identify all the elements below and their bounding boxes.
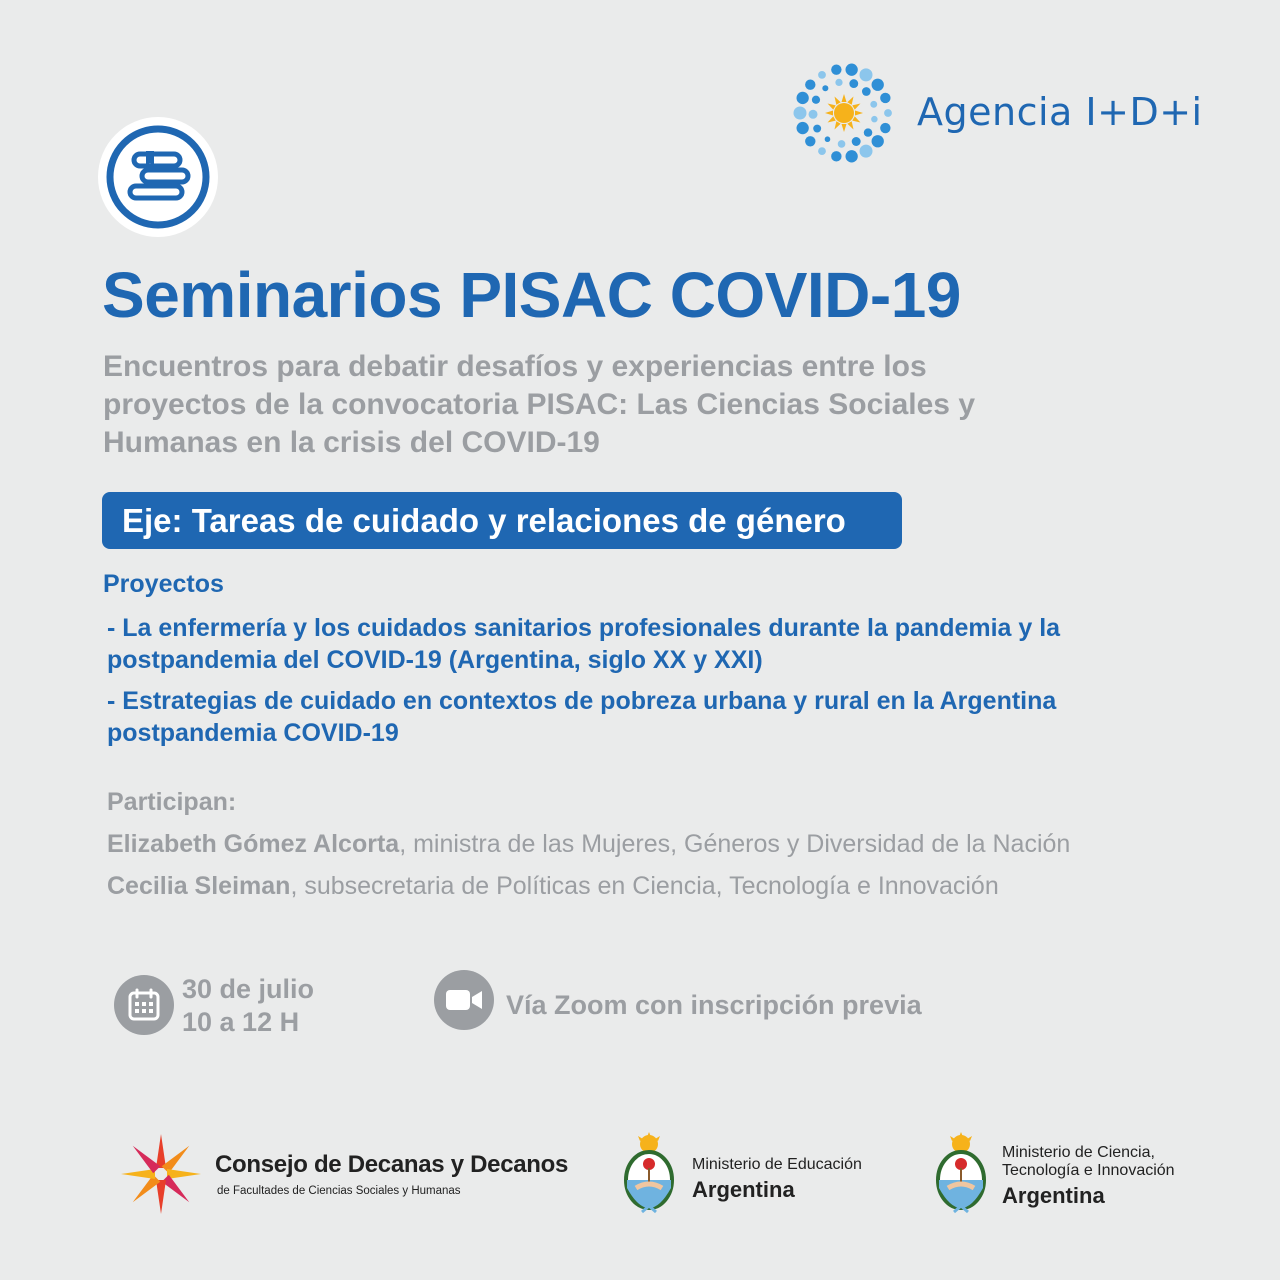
consejo-name: Consejo de Decanas y Decanos xyxy=(215,1151,569,1178)
calendar-icon xyxy=(114,975,174,1035)
coat-of-arms-icon xyxy=(932,1130,990,1216)
edu-ministry-country: Argentina xyxy=(692,1177,795,1202)
project-item: - La enfermería y los cuidados sanitarios profesionales durante la pandemia y la postpandemia del COVID-19 (Argentina, siglo XX y XXI) xyxy=(107,614,1061,674)
coat-of-arms-icon xyxy=(620,1130,678,1216)
edu-ministry-name: Ministerio de Educación xyxy=(692,1156,862,1173)
cyt-ministry-country: Argentina xyxy=(1002,1183,1105,1208)
participant-name: Cecilia Sleiman xyxy=(107,872,291,900)
participant-role: , ministra de las Mujeres, Géneros y Diversidad de la Nación xyxy=(399,830,1071,858)
event-platform: Vía Zoom con inscripción previa xyxy=(506,990,922,1020)
participant-role: , subsecretaria de Políticas en Ciencia, Tecnología e Innovación xyxy=(290,872,999,900)
agency-name: Agencia I+D+i xyxy=(917,90,1203,134)
event-datetime xyxy=(182,973,314,1039)
participant-name: Elizabeth Gómez Alcorta xyxy=(107,830,400,858)
page-subtitle: Encuentros para debatir desafíos y experiencias entre los proyectos de la convocatoria PISAC: Las Ciencias Sociales y Humanas en la crisis del COVID-19 xyxy=(103,350,976,459)
event-date: 30 de julio xyxy=(182,974,315,1004)
consejo-subtitle: de Facultades de Ciencias Sociales y Humanas xyxy=(217,1185,461,1197)
consejo-logo xyxy=(120,1133,202,1215)
participant-item xyxy=(107,830,1070,859)
participant-item xyxy=(107,872,999,901)
project-item: - Estrategias de cuidado en contextos de pobreza urbana y rural en la Argentina postpandemia COVID-19 xyxy=(107,687,1057,747)
cyt-ministry-name-line1: Ministerio de Ciencia, xyxy=(1002,1144,1155,1161)
books-badge xyxy=(98,117,218,237)
axis-banner xyxy=(102,492,902,549)
video-camera-icon xyxy=(434,970,494,1030)
participants-heading: Participan: xyxy=(107,788,237,816)
cyt-ministry-name-line2: Tecnología e Innovación xyxy=(1002,1162,1175,1179)
projects-heading: Proyectos xyxy=(103,570,224,598)
page-title: Seminarios PISAC COVID-19 xyxy=(102,259,961,331)
axis-label: Eje: Tareas de cuidado y relaciones de género xyxy=(122,501,846,539)
event-time: 10 a 12 H xyxy=(182,1007,300,1037)
books-icon xyxy=(104,123,212,231)
